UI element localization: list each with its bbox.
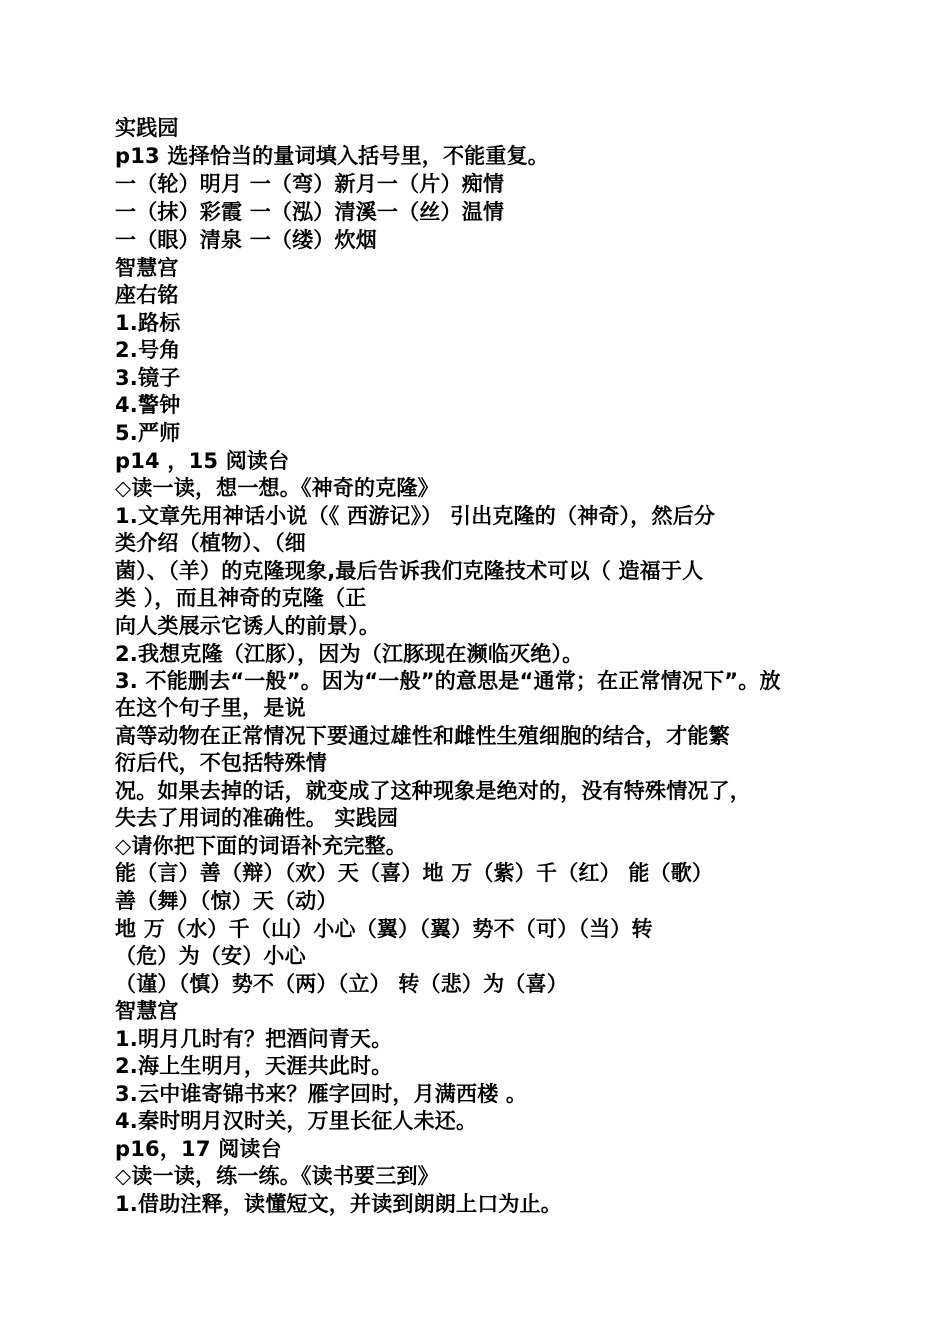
text-line: 2.号角: [115, 338, 181, 362]
text-line: 一（抹）彩霞 一（泓）清溪一（丝）温情: [115, 200, 505, 224]
text-line: 3.镜子: [115, 366, 181, 390]
text-line: 智慧宫: [115, 256, 179, 280]
text-line: 一（轮）明月 一（弯）新月一（片）痴情: [115, 172, 505, 196]
text-line: 1.明月几时有？把酒问青天。: [115, 1027, 393, 1051]
text-line: 地 万（水）千（山）小心（翼）（翼）势不（可）（当）转: [115, 917, 653, 941]
text-line: 菌）、（羊）的克隆现象,最后告诉我们克隆技术可以（ 造福于人: [115, 559, 704, 583]
text-line: ◇请你把下面的词语补充完整。: [115, 834, 407, 858]
text-line: p13 选择恰当的量词填入括号里，不能重复。: [115, 144, 549, 168]
text-line: 高等动物在正常情况下要通过雄性和雌性生殖细胞的结合，才能繁: [115, 724, 730, 748]
text-line: ◇读一读，练一练。《读书要三到》: [115, 1164, 439, 1188]
text-line: 类介绍（植物）、（细: [115, 531, 306, 555]
text-line: 1.文章先用神话小说（《 西游记》） 引出克隆的（神奇），然后分: [115, 504, 716, 528]
text-line: 衍后代，不包括特殊情: [115, 751, 327, 775]
text-line: 5.严师: [115, 421, 181, 445]
text-line: 实践园: [115, 116, 179, 140]
text-line: 智慧宫: [115, 999, 179, 1023]
text-line: 1.借助注释，读懂短文，并读到朗朗上口为止。: [115, 1192, 562, 1216]
text-line: 善（舞）（惊）天（动）: [115, 889, 338, 913]
text-line: 类 ），而且神奇的克隆（正: [115, 586, 367, 610]
text-line: 失去了用词的准确性。 实践园: [115, 806, 399, 830]
text-line: （危）为（安）小心: [115, 944, 306, 968]
text-line: 能（言）善（辩）（欢）天（喜）地 万（紫）千（红） 能（歌）: [115, 861, 714, 885]
text-line: 在这个句子里，是说: [115, 696, 306, 720]
text-line: 况。如果去掉的话，就变成了这种现象是绝对的，没有特殊情况了，: [115, 779, 751, 803]
text-line: 2.海上生明月，天涯共此时。: [115, 1054, 393, 1078]
text-line: 座右铭: [115, 283, 179, 307]
text-line: 2.我想克隆（江豚），因为（江豚现在濒临灭绝）。: [115, 642, 584, 666]
text-line: ◇读一读，想一想。《神奇的克隆》: [115, 476, 439, 500]
text-line: p16，17 阅读台: [115, 1137, 282, 1161]
text-line: p14 ，15 阅读台: [115, 449, 290, 473]
text-line: （谨）（慎）势不（两）（立） 转（悲）为（喜）: [115, 972, 568, 996]
text-line: 一（眼）清泉 一（缕）炊烟: [115, 228, 377, 252]
text-line: 4.警钟: [115, 393, 181, 417]
text-line: 1.路标: [115, 311, 181, 335]
text-line: 3. 不能删去“一般”。因为“一般”的意思是“通常；在正常情况下”。放: [115, 669, 781, 693]
text-line: 4.秦时明月汉时关，万里长征人未还。: [115, 1109, 478, 1133]
text-line: 3.云中谁寄锦书来？雁字回时，月满西楼 。: [115, 1082, 528, 1106]
text-line: 向人类展示它诱人的前景）。: [115, 614, 381, 638]
